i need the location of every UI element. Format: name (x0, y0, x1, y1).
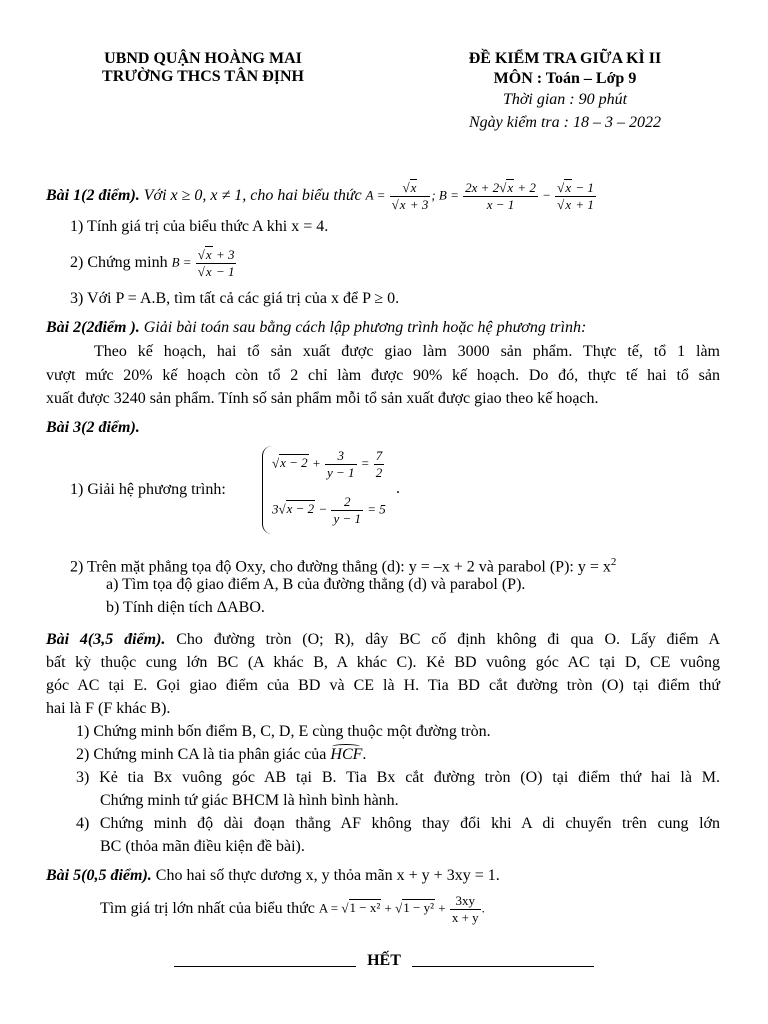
bai3-item2-text: 2) Trên mặt phẳng tọa độ Oxy, cho đường thẳng (d): y = –x + 2 và parabol (P): y = x (70, 558, 611, 576)
bai3-title: Bài 3(2 điểm). (46, 419, 140, 436)
bai4-item3-line2: Chứng minh tứ giác BHCM là hình bình hành. (100, 792, 399, 809)
bai4-item2: 2) Chứng minh CA là tia phân giác của HCF . (76, 746, 367, 763)
bai3-item1-prefix: 1) Giải hệ phương trình: (70, 481, 226, 498)
bai2-line3: xuất được 3240 sản phẩm. Tính số sản phẩm mỗi tổ sản xuất được giao theo kế hoạch. (46, 390, 599, 407)
bai3-item2-exponent: 2 (610, 556, 617, 568)
bai4-item4-line2: BC (thỏa mãn điều kiện đề bài). (100, 838, 305, 855)
bai4-item2-text: 2) Chứng minh CA là tia phân giác của (76, 746, 327, 763)
bai3-item2b: b) Tính diện tích ΔABO. (106, 599, 265, 616)
bai3-item2 (70, 552, 616, 577)
bai1-intro: Với x ≥ 0, x ≠ 1, cho hai biểu thức (143, 187, 362, 204)
exam-title: ĐỀ KIỂM TRA GIỮA KÌ II (468, 50, 662, 67)
exam-date: Ngày kiểm tra : 18 – 3 – 2022 (469, 114, 661, 131)
exam-duration: Thời gian : 90 phút (502, 91, 628, 108)
bai4-line1-text: Cho đường tròn (O; R), dây BC cố định không đi qua O. Lấy điểm A (176, 631, 721, 648)
bai5-line1-text: Cho hai số thực dương x, y thỏa mãn x + y + 3xy = 1. (155, 867, 500, 884)
bai4-title: Bài 4(3,5 điểm). (46, 631, 166, 648)
school-name: TRƯỜNG THCS TÂN ĐỊNH (102, 68, 304, 85)
bai4-line3: góc AC tại E. Gọi giao điểm của BD và CE là H. Tia BD cắt đường tròn (O) tại điểm thứ (46, 677, 720, 694)
bai1-title: Bài 1(2 điểm). (46, 187, 140, 204)
bai4-line2: bất kỳ thuộc cung lớn BC (A khác B, A khác C). Kẻ BD vuông góc AC tại D, CE vuông (46, 654, 720, 671)
bai4-line4: hai là F (F khác B). (46, 700, 171, 717)
bai4-line1 (46, 630, 720, 650)
angle-hcf (330, 745, 362, 765)
bai2-heading (46, 318, 586, 338)
bai1-item3: 3) Với P = A.B, tìm tất cả các giá trị của x để P ≥ 0. (70, 290, 400, 307)
bai2-intro: Giải bài toán sau bằng cách lập phương trình hoặc hệ phương trình: (143, 319, 587, 336)
footer-rule-right (412, 966, 594, 967)
end-label: HẾT (367, 952, 401, 969)
bai1-item2-prefix: 2) Chứng minh (70, 254, 168, 271)
bai4-item1: 1) Chứng minh bốn điểm B, C, D, E cùng thuộc một đường tròn. (76, 723, 491, 740)
bai1-item1: 1) Tính giá trị của biểu thức A khi x = 4. (70, 218, 329, 235)
bai2-line2: vượt mức 20% kế hoạch còn tổ 2 chỉ làm được 90% kế hoạch. Do đó, thực tế hai tổ sản (46, 367, 720, 384)
bai1-heading (46, 172, 597, 220)
bai2-title: Bài 2(2điểm ). (46, 319, 140, 336)
bai5-line2-prefix: Tìm giá trị lớn nhất của biểu thức (100, 900, 315, 917)
school-district: UBND QUẬN HOÀNG MAI (104, 50, 302, 67)
bai5-line1 (46, 866, 500, 886)
bai4-item3-line1: 3) Kẻ tia Bx vuông góc AB tại B. Tia Bx cắt đường tròn (O) tại điểm thứ hai là M. (76, 769, 720, 786)
formula-bai5: A = √1 − x² + √1 − y² + $\frac{3xy}{x + y}$ . (318, 892, 485, 925)
system-eq1: √x − 2 + $\frac{3}{y - 1}$ = $\frac{7}{2}$ (272, 448, 383, 480)
bai5-title: Bài 5(0,5 điểm). (46, 867, 152, 884)
bai4-item4-line1: 4) Chứng minh độ dài đoạn thẳng AF không thay đổi khi A di chuyển trên cung lớn (76, 815, 720, 832)
bai2-line1: Theo kế hoạch, hai tổ sản xuất được giao làm 3000 sản phẩm. Thực tế, tổ 1 làm (94, 343, 720, 360)
angle-hat (332, 744, 360, 749)
bai5-line2 (100, 889, 485, 929)
formula-b-proof: B = $\frac{√x + 3}{√x - 1}$ (171, 246, 235, 279)
footer-rule-left (174, 966, 356, 967)
system-period: . (396, 480, 400, 497)
formula-a: A = $\frac{√x}{√x + 3}$ ; B = $\frac{2x + 2√x + 2}{x - 1}$ − $\frac{√x - 1}{√x + 1}$ (365, 179, 594, 212)
bai3-item2a: a) Tìm tọa độ giao điểm A, B của đường thẳng (d) và parabol (P). (106, 576, 526, 593)
system-eq2: 3√x − 2 − $\frac{2}{y - 1}$ = 5 (272, 494, 386, 526)
angle-hcf-label: HCF (330, 746, 363, 763)
bai1-item2 (70, 244, 237, 282)
exam-subject: MÔN : Toán – Lớp 9 (493, 70, 637, 87)
